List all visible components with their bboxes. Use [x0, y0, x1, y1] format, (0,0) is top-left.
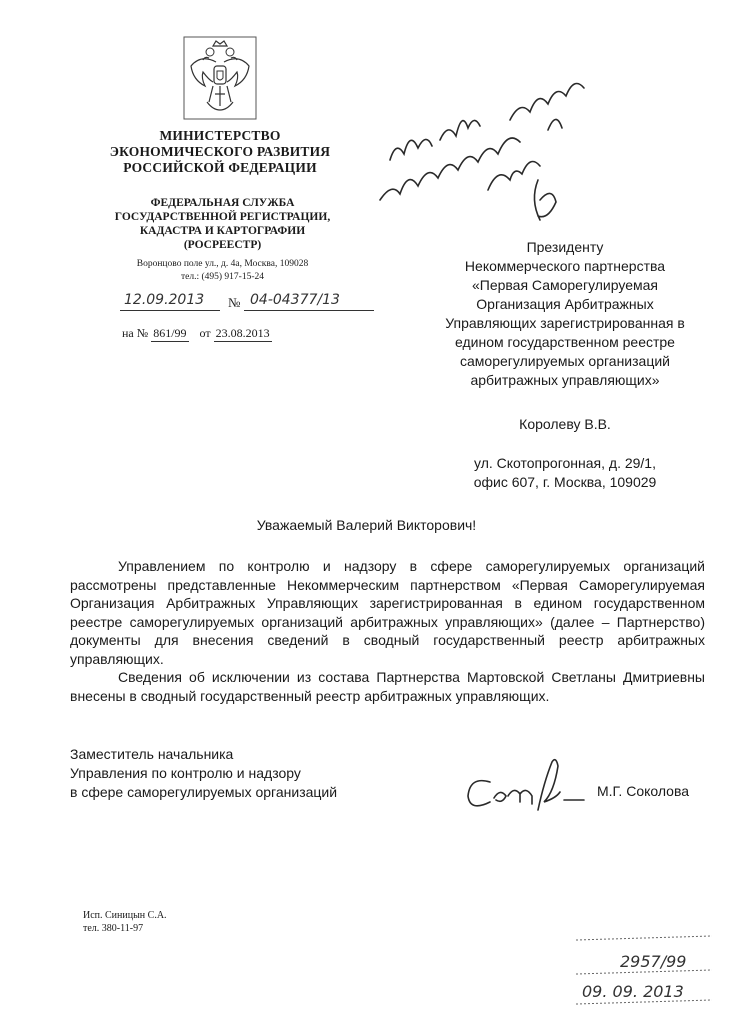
addressee-line: Некоммерческого партнерства — [464, 258, 666, 274]
handwritten-resolution — [370, 70, 600, 240]
address-line: тел.: (495) 917-15-24 — [180, 272, 265, 282]
executor-line: Исп. Синицын С.А. — [83, 910, 167, 921]
sender-address — [90, 258, 355, 284]
service-name — [90, 196, 355, 252]
reference-prefix: на № — [122, 326, 149, 340]
reference-number: 861/99 — [153, 326, 187, 340]
addressee-line: «Первая Саморегулируемая — [471, 277, 659, 293]
addressee-block — [420, 238, 710, 492]
number-sign: № — [228, 295, 241, 310]
signer-position-line: в сфере саморегулируемых организаций — [70, 784, 338, 800]
handwritten-signature — [460, 752, 590, 822]
signer-position-line: Управления по контролю и надзору — [70, 765, 301, 781]
signer-position-line: Заместитель начальника — [70, 746, 234, 762]
ministry-name — [70, 128, 370, 176]
stamp-number: 2957/99 — [620, 952, 687, 971]
address-line: Воронцово поле ул., д. 4а, Москва, 109028 — [136, 259, 309, 269]
service-line: ФЕДЕРАЛЬНАЯ СЛУЖБА — [150, 197, 295, 209]
russian-coat-of-arms-icon — [183, 36, 257, 120]
signer-name: М.Г. Соколова — [597, 783, 690, 799]
reference-line — [122, 326, 362, 342]
ministry-line: ЭКОНОМИЧЕСКОГО РАЗВИТИЯ — [109, 144, 331, 159]
reference-date-prefix: от — [199, 326, 211, 340]
addressee-line: саморегулируемых организаций — [460, 353, 670, 369]
addressee-line: Президенту — [526, 239, 604, 255]
registration-line — [120, 292, 380, 314]
signer-position — [70, 745, 400, 802]
reference-date: 23.08.2013 — [215, 326, 270, 340]
executor-info — [83, 909, 167, 935]
service-line: (РОСРЕЕСТР) — [183, 239, 262, 251]
addressee-line: едином государственном реестре — [455, 334, 675, 350]
body-paragraph: Сведения об исключении из состава Партнерства Мартовской Светланы Дмитриевны внесены в сводный государственный реестр арбитражных управляющих. — [70, 669, 705, 704]
addressee-line: Организация Арбитражных — [476, 296, 654, 312]
addressee-street: ул. Скотопрогонная, д. 29/1, — [474, 455, 656, 471]
addressee-line: арбитражных управляющих» — [470, 372, 660, 388]
service-line: КАДАСТРА И КАРТОГРАФИИ — [139, 225, 306, 237]
stamp-date: 09. 09. 2013 — [582, 982, 684, 1001]
service-line: ГОСУДАРСТВЕННОЙ РЕГИСТРАЦИИ, — [114, 211, 331, 223]
ministry-line: МИНИСТЕРСТВО — [159, 128, 281, 143]
registration-number: 04-04377/13 — [250, 292, 340, 308]
incoming-stamp — [562, 930, 722, 1010]
addressee-name: Королеву В.В. — [519, 416, 611, 432]
greeting: Уважаемый Валерий Викторович! — [256, 517, 477, 533]
executor-line: тел. 380-11-97 — [83, 923, 144, 934]
registration-date: 12.09.2013 — [124, 292, 205, 308]
letter-body — [70, 557, 705, 705]
ministry-line: РОССИЙСКОЙ ФЕДЕРАЦИИ — [123, 160, 317, 175]
addressee-street: офис 607, г. Москва, 109029 — [473, 474, 657, 490]
body-paragraph: Управлением по контролю и надзору в сфере саморегулируемых организаций рассмотрены представленные Некоммерческим партнерством «Первая Саморегулируемая Организация Арбитражных Управляющих зарегистрированная в едином государственном реестре саморегулируемых организаций арбитражных управляющих» (далее – Партнерство) документы для внесения сведений в сводный государственный реестр арбитражных управляющих. — [70, 558, 705, 667]
addressee-line: Управляющих зарегистрированная в — [445, 315, 685, 331]
